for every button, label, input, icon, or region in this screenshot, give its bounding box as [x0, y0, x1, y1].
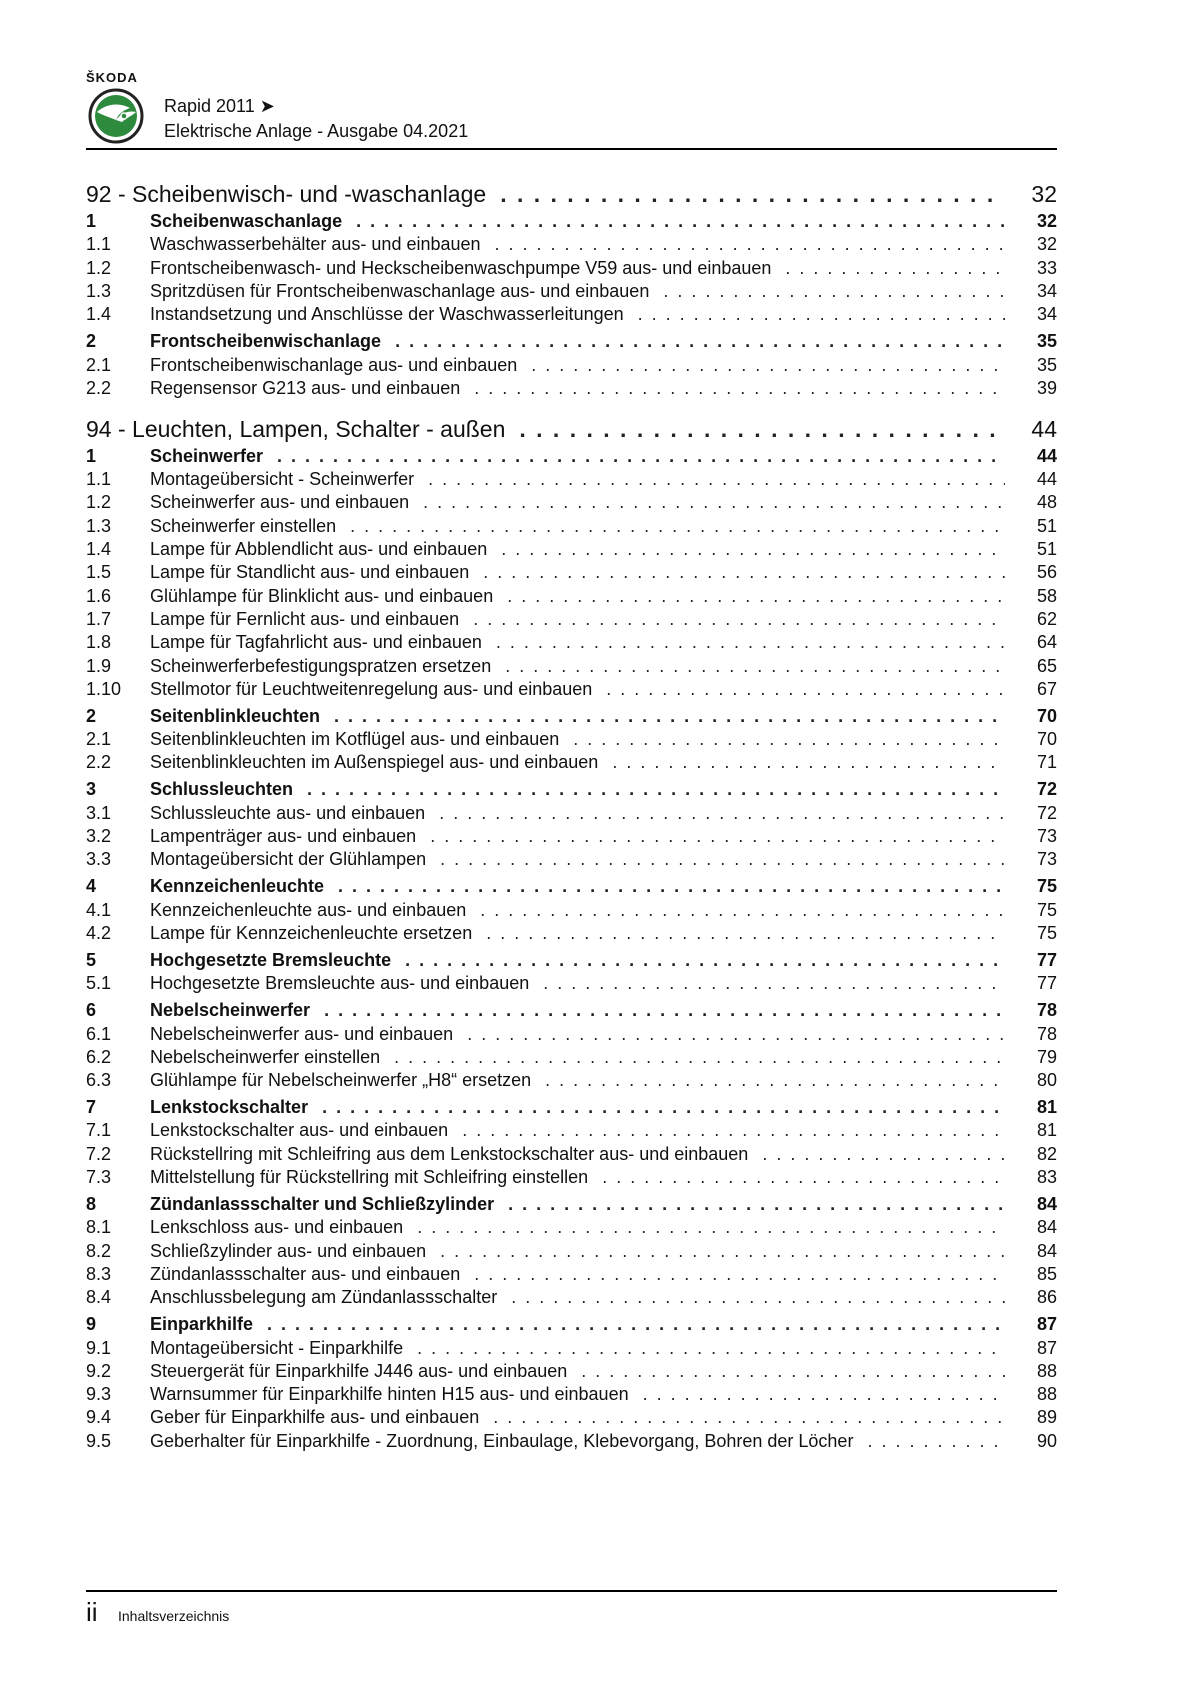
toc-number: 9.3 — [86, 1384, 112, 1405]
toc-entry[interactable] — [86, 539, 1057, 563]
toc-page-number: 82 — [1036, 1143, 1057, 1164]
toc-section[interactable] — [86, 706, 1057, 730]
toc-leader-dots — [467, 1024, 1005, 1045]
toc-number: 1 — [86, 211, 97, 231]
toc-page-number: 86 — [1036, 1287, 1057, 1308]
toc-title: Mittelstellung für Rückstellring mit Schleifring einstellen — [150, 1167, 589, 1187]
toc-leader-dots — [324, 1000, 1005, 1021]
toc-entry[interactable] — [86, 469, 1057, 493]
toc-page-number: 33 — [1036, 257, 1057, 278]
toc-page-number: 77 — [1036, 949, 1057, 970]
toc-title: Lenkstockschalter — [150, 1097, 309, 1118]
toc-page-number: 73 — [1036, 849, 1057, 870]
toc-entry[interactable] — [86, 1120, 1057, 1144]
toc-page-number: 89 — [1036, 1407, 1057, 1428]
toc-page-number: 85 — [1036, 1263, 1057, 1284]
toc-title: Kennzeichenleuchte — [150, 876, 325, 897]
toc-title: Scheinwerfer aus- und einbauen — [150, 492, 410, 513]
toc-leader-dots — [439, 803, 1005, 824]
toc-page-number: 88 — [1036, 1360, 1057, 1381]
toc-entry[interactable] — [86, 281, 1057, 305]
header-edition: Elektrische Anlage - Ausgabe 04.2021 — [164, 121, 469, 141]
toc-section[interactable] — [86, 876, 1057, 900]
toc-leader-dots — [417, 1217, 1005, 1238]
toc-entry[interactable] — [86, 1361, 1057, 1385]
toc-title: Lampenträger aus- und einbauen — [150, 826, 417, 846]
toc-leader-dots — [277, 446, 1005, 467]
toc-number: 5.1 — [86, 973, 112, 994]
toc-leader-dots — [602, 1167, 1005, 1188]
toc-leader-dots — [612, 752, 1005, 773]
toc-page-number: 58 — [1036, 585, 1057, 606]
toc-leader-dots — [267, 1314, 1005, 1335]
toc-entry[interactable] — [86, 258, 1057, 282]
header-model: Rapid 2011 ➤ — [164, 96, 275, 116]
toc-number: 1 — [86, 445, 97, 466]
toc-leader-dots — [334, 706, 1005, 727]
toc-page-number: 84 — [1036, 1217, 1057, 1238]
toc-entry[interactable] — [86, 355, 1057, 379]
toc-title: Montageübersicht - Einparkhilfe — [150, 1337, 404, 1358]
footer-rule — [86, 1590, 1057, 1592]
toc-section[interactable] — [86, 1194, 1057, 1218]
toc-title: Seitenblinkleuchten im Kotflügel aus- und einbauen — [150, 729, 560, 750]
toc-page-number: 84 — [1036, 1240, 1057, 1261]
toc-title: Glühlampe für Nebelscheinwerfer „H8“ ersetzen — [150, 1070, 532, 1091]
toc-title: Schlussleuchte aus- und einbauen — [150, 802, 426, 823]
toc-title: 92 - Scheibenwisch- und -waschanlage — [86, 181, 487, 207]
toc-number: 1.10 — [86, 678, 122, 699]
toc-title: Spritzdüsen für Frontscheibenwaschanlage aus- und einbauen — [150, 280, 650, 301]
toc-leader-dots — [395, 331, 1005, 352]
toc-number: 3 — [86, 779, 97, 800]
toc-page-number: 67 — [1036, 678, 1057, 699]
toc-entry[interactable] — [86, 826, 1057, 850]
toc-number: 2.1 — [86, 354, 112, 375]
toc-title: Hochgesetzte Bremsleuchte aus- und einbauen — [150, 973, 530, 994]
toc-page-number: 65 — [1036, 655, 1057, 676]
toc-page-number: 71 — [1036, 752, 1057, 773]
toc-number: 1.3 — [86, 515, 112, 536]
toc-entry[interactable] — [86, 1024, 1057, 1048]
toc-entry[interactable] — [86, 803, 1057, 827]
toc-number: 2.2 — [86, 752, 112, 773]
toc-number: 9.2 — [86, 1360, 112, 1381]
toc-entry[interactable] — [86, 609, 1057, 633]
toc-number: 1.9 — [86, 655, 112, 676]
toc-entry[interactable] — [86, 679, 1057, 703]
toc-title: Frontscheibenwasch- und Heckscheibenwaschpumpe V59 aus- und einbauen — [150, 257, 772, 278]
toc-title: Rückstellring mit Schleifring aus dem Lenkstockschalter aus- und einbauen — [150, 1143, 749, 1164]
toc-leader-dots — [483, 562, 1005, 583]
footer-label: Inhaltsverzeichnis — [118, 1608, 230, 1624]
toc-page-number: 70 — [1036, 729, 1057, 750]
toc-number: 7.2 — [86, 1143, 112, 1164]
toc-number: 1.1 — [86, 234, 112, 255]
toc-leader-dots — [531, 355, 1005, 376]
toc-leader-dots — [543, 973, 1005, 994]
toc-leader-dots — [581, 1361, 1005, 1382]
toc-page-number: 51 — [1036, 515, 1057, 536]
toc-leader-dots — [663, 281, 1005, 302]
toc-page-number: 84 — [1036, 1194, 1057, 1214]
toc-leader-dots — [307, 779, 1005, 800]
toc-title: Kennzeichenleuchte aus- und einbauen — [150, 899, 467, 920]
toc-title: Hochgesetzte Bremsleuchte — [150, 949, 392, 970]
toc-leader-dots — [507, 586, 1005, 607]
toc-number: 6.2 — [86, 1046, 112, 1067]
toc-section[interactable] — [86, 950, 1057, 974]
brand-name: ŠKODA — [86, 70, 138, 85]
toc-leader-dots — [486, 923, 1005, 944]
toc-entry[interactable] — [86, 1144, 1057, 1168]
toc-number: 1.2 — [86, 257, 112, 278]
toc-page-number: 75 — [1036, 922, 1057, 943]
footer-page-number: ii — [86, 1597, 98, 1627]
toc-page-number: 77 — [1036, 973, 1057, 994]
toc-title: Warnsummer für Einparkhilfe hinten H15 aus- und einbauen — [150, 1384, 629, 1405]
toc-leader-dots — [762, 1144, 1005, 1165]
toc-title: Scheinwerfer — [150, 445, 264, 466]
toc-title: Seitenblinkleuchten — [150, 705, 321, 726]
toc-number: 4.1 — [86, 899, 112, 920]
toc-leader-dots — [322, 1097, 1005, 1118]
toc-title: Stellmotor für Leuchtweitenregelung aus- und einbauen — [150, 678, 593, 699]
toc-page-number: 64 — [1036, 632, 1057, 653]
toc-number: 4.2 — [86, 922, 112, 943]
toc-number: 1.4 — [86, 539, 112, 559]
toc-page-number: 78 — [1036, 1000, 1057, 1021]
toc-leader-dots — [501, 539, 1005, 560]
toc-number: 7.1 — [86, 1120, 112, 1141]
toc-leader-dots — [430, 826, 1005, 847]
toc-page-number: 75 — [1036, 899, 1057, 920]
toc-leader-dots — [474, 378, 1005, 399]
toc-title: 94 - Leuchten, Lampen, Schalter - außen — [86, 415, 506, 442]
toc-entry[interactable] — [86, 1264, 1057, 1288]
toc-page-number: 78 — [1036, 1023, 1057, 1044]
toc-leader-dots — [500, 181, 1005, 208]
toc-page-number: 87 — [1036, 1314, 1057, 1335]
toc-leader-dots — [417, 1338, 1005, 1359]
skoda-logo-icon — [88, 88, 144, 144]
toc-leader-dots — [338, 876, 1005, 897]
toc-page-number: 70 — [1036, 705, 1057, 726]
toc-entry[interactable] — [86, 729, 1057, 753]
toc-section[interactable] — [86, 1097, 1057, 1121]
toc-number: 2.2 — [86, 377, 112, 398]
toc-page-number: 72 — [1036, 779, 1057, 800]
toc-title: Einparkhilfe — [150, 1314, 254, 1335]
toc-page-number: 39 — [1036, 377, 1057, 398]
toc-page-number: 34 — [1036, 304, 1057, 325]
toc-number: 8.1 — [86, 1217, 112, 1238]
toc-page-number: 79 — [1036, 1046, 1057, 1067]
toc-number: 6.1 — [86, 1023, 112, 1044]
toc-section[interactable] — [86, 331, 1057, 355]
toc-number: 3.2 — [86, 826, 112, 846]
toc-section[interactable] — [86, 446, 1057, 470]
toc-number: 2.1 — [86, 729, 112, 750]
toc-entry[interactable] — [86, 562, 1057, 586]
toc-number: 2 — [86, 331, 97, 352]
toc-page-number: 75 — [1036, 876, 1057, 897]
toc-chapter[interactable] — [86, 181, 1057, 211]
toc-entry[interactable] — [86, 900, 1057, 924]
toc-section[interactable] — [86, 1000, 1057, 1024]
toc-leader-dots — [350, 516, 1005, 537]
toc-number: 1.8 — [86, 632, 112, 653]
page-header — [86, 70, 1057, 148]
toc-entry[interactable] — [86, 492, 1057, 516]
toc-number: 2 — [86, 705, 97, 726]
toc-title: Frontscheibenwischanlage — [150, 331, 382, 352]
toc-number: 9.4 — [86, 1407, 112, 1428]
toc-entry[interactable] — [86, 849, 1057, 873]
toc-title: Glühlampe für Blinklicht aus- und einbauen — [150, 585, 494, 606]
toc-leader-dots — [638, 304, 1005, 325]
toc-page-number: 32 — [1031, 181, 1057, 207]
toc-number: 8.4 — [86, 1287, 112, 1308]
toc-page-number: 35 — [1036, 354, 1057, 375]
toc-page-number: 32 — [1036, 211, 1057, 231]
toc-entry[interactable] — [86, 1431, 1057, 1455]
toc-leader-dots — [462, 1120, 1005, 1141]
toc-title: Montageübersicht - Scheinwerfer — [150, 469, 415, 490]
toc-entry[interactable] — [86, 923, 1057, 947]
toc-page-number: 88 — [1036, 1384, 1057, 1405]
toc-leader-dots — [423, 492, 1005, 513]
toc-page-number: 83 — [1036, 1167, 1057, 1187]
toc-title: Geber für Einparkhilfe aus- und einbauen — [150, 1407, 480, 1428]
toc-page-number: 81 — [1036, 1097, 1057, 1118]
toc-page-number: 72 — [1036, 802, 1057, 823]
toc-title: Steuergerät für Einparkhilfe J446 aus- und einbauen — [150, 1360, 568, 1381]
toc-section[interactable] — [86, 1314, 1057, 1338]
toc-entry[interactable] — [86, 1287, 1057, 1311]
toc-leader-dots — [405, 950, 1005, 971]
toc-entry[interactable] — [86, 304, 1057, 328]
toc-number: 4 — [86, 876, 97, 897]
toc-number: 8.2 — [86, 1240, 112, 1261]
toc-page-number: 51 — [1036, 539, 1057, 559]
toc-page-number: 80 — [1036, 1070, 1057, 1091]
toc-title: Lampe für Tagfahrlicht aus- und einbauen — [150, 632, 482, 653]
toc-page-number: 34 — [1036, 280, 1057, 301]
toc-entry[interactable] — [86, 632, 1057, 656]
toc-entry[interactable] — [86, 586, 1057, 610]
toc-number: 3.1 — [86, 802, 112, 823]
toc-title: Scheinwerferbefestigungspratzen ersetzen — [150, 655, 492, 676]
toc-number: 1.3 — [86, 280, 112, 301]
toc-page-number: 56 — [1036, 562, 1057, 583]
toc-title: Seitenblinkleuchten im Außenspiegel aus- und einbauen — [150, 752, 599, 773]
toc-leader-dots — [440, 849, 1005, 870]
toc-leader-dots — [606, 679, 1005, 700]
header-rule — [86, 148, 1057, 150]
toc-number: 6.3 — [86, 1070, 112, 1091]
toc-entry[interactable] — [86, 1338, 1057, 1362]
toc-page-number: 35 — [1036, 331, 1057, 352]
toc-title: Frontscheibenwischanlage aus- und einbauen — [150, 354, 518, 375]
toc-leader-dots — [508, 1194, 1005, 1215]
toc-entry[interactable] — [86, 1167, 1057, 1191]
toc-leader-dots — [643, 1384, 1005, 1405]
toc-leader-dots — [394, 1047, 1005, 1068]
toc-number: 1.4 — [86, 304, 112, 325]
toc-title: Lenkstockschalter aus- und einbauen — [150, 1120, 449, 1141]
toc-section[interactable] — [86, 779, 1057, 803]
toc-entry[interactable] — [86, 1047, 1057, 1071]
toc-entry[interactable] — [86, 1217, 1057, 1241]
toc-title: Zündanlassschalter aus- und einbauen — [150, 1263, 461, 1284]
toc-leader-dots — [545, 1070, 1005, 1091]
toc-number: 9.1 — [86, 1337, 112, 1358]
toc-title: Nebelscheinwerfer — [150, 1000, 311, 1021]
toc-leader-dots — [428, 469, 1005, 490]
toc-leader-dots — [505, 656, 1005, 677]
toc-entry[interactable] — [86, 516, 1057, 540]
toc-page-number: 81 — [1036, 1120, 1057, 1141]
toc-title: Lampe für Standlicht aus- und einbauen — [150, 562, 470, 583]
toc-page-number: 73 — [1036, 826, 1057, 846]
toc-page-number: 90 — [1036, 1430, 1057, 1451]
toc-number: 1.7 — [86, 608, 112, 629]
toc-leader-dots — [474, 1264, 1005, 1285]
toc-leader-dots — [440, 1241, 1005, 1262]
toc-title: Lenkschloss aus- und einbauen — [150, 1217, 404, 1238]
toc-number: 8 — [86, 1194, 97, 1214]
toc-entry[interactable] — [86, 1407, 1057, 1431]
toc-section[interactable] — [86, 211, 1057, 235]
toc-title: Scheibenwaschanlage — [150, 211, 343, 231]
toc-leader-dots — [473, 609, 1005, 630]
toc-entry[interactable] — [86, 1241, 1057, 1265]
toc-entry[interactable] — [86, 656, 1057, 680]
toc-title: Schließzylinder aus- und einbauen — [150, 1240, 427, 1261]
toc-page-number: 62 — [1036, 608, 1057, 629]
toc-number: 7 — [86, 1097, 97, 1118]
toc-entry[interactable] — [86, 378, 1057, 402]
toc-entry[interactable] — [86, 752, 1057, 776]
toc-page-number: 48 — [1036, 492, 1057, 513]
toc-title: Waschwasserbehälter aus- und einbauen — [150, 234, 481, 255]
toc-number: 1.2 — [86, 492, 112, 513]
toc-title: Nebelscheinwerfer einstellen — [150, 1046, 381, 1067]
toc-leader-dots — [496, 632, 1005, 653]
toc-leader-dots — [519, 416, 1005, 443]
toc-title: Schlussleuchten — [150, 779, 294, 800]
toc-page-number: 44 — [1036, 469, 1057, 490]
toc-number: 6 — [86, 1000, 97, 1021]
toc-title: Scheinwerfer einstellen — [150, 515, 337, 536]
toc-leader-dots — [867, 1431, 1005, 1452]
toc-entry[interactable] — [86, 1070, 1057, 1094]
toc-title: Montageübersicht der Glühlampen — [150, 849, 427, 870]
toc-number: 8.3 — [86, 1263, 112, 1284]
toc-number: 1.1 — [86, 469, 112, 490]
toc-number: 5 — [86, 949, 97, 970]
toc-leader-dots — [356, 211, 1005, 232]
toc-title: Geberhalter für Einparkhilfe - Zuordnung, Einbaulage, Klebevorgang, Bohren der Löcher — [150, 1430, 854, 1451]
toc-leader-dots — [785, 258, 1005, 279]
toc-title: Lampe für Kennzeichenleuchte ersetzen — [150, 922, 473, 943]
toc-leader-dots — [495, 234, 1005, 255]
toc-title: Zündanlassschalter und Schließzylinder — [150, 1194, 495, 1214]
toc-number: 9.5 — [86, 1430, 112, 1451]
toc-title: Nebelscheinwerfer aus- und einbauen — [150, 1023, 454, 1044]
toc-page-number: 32 — [1036, 234, 1057, 255]
toc-title: Regensensor G213 aus- und einbauen — [150, 377, 461, 398]
toc-entry[interactable] — [86, 973, 1057, 997]
toc-leader-dots — [511, 1287, 1005, 1308]
toc-entry[interactable] — [86, 234, 1057, 258]
toc-number: 9 — [86, 1314, 97, 1335]
toc-leader-dots — [480, 900, 1005, 921]
toc-number: 7.3 — [86, 1167, 112, 1187]
toc-page-number: 44 — [1031, 415, 1057, 442]
toc-chapter[interactable] — [86, 416, 1057, 446]
toc-leader-dots — [493, 1407, 1005, 1428]
toc-number: 1.6 — [86, 585, 112, 606]
toc-number: 1.5 — [86, 562, 112, 583]
toc-number: 3.3 — [86, 849, 112, 870]
toc-page-number: 87 — [1036, 1337, 1057, 1358]
toc-title: Anschlussbelegung am Zündanlassschalter — [150, 1287, 498, 1308]
toc-entry[interactable] — [86, 1384, 1057, 1408]
toc-leader-dots — [573, 729, 1005, 750]
toc-page-number: 44 — [1036, 445, 1057, 466]
toc-title: Lampe für Fernlicht aus- und einbauen — [150, 608, 460, 629]
toc-title: Instandsetzung und Anschlüsse der Waschwasserleitungen — [150, 304, 624, 325]
toc-title: Lampe für Abblendlicht aus- und einbauen — [150, 539, 488, 559]
